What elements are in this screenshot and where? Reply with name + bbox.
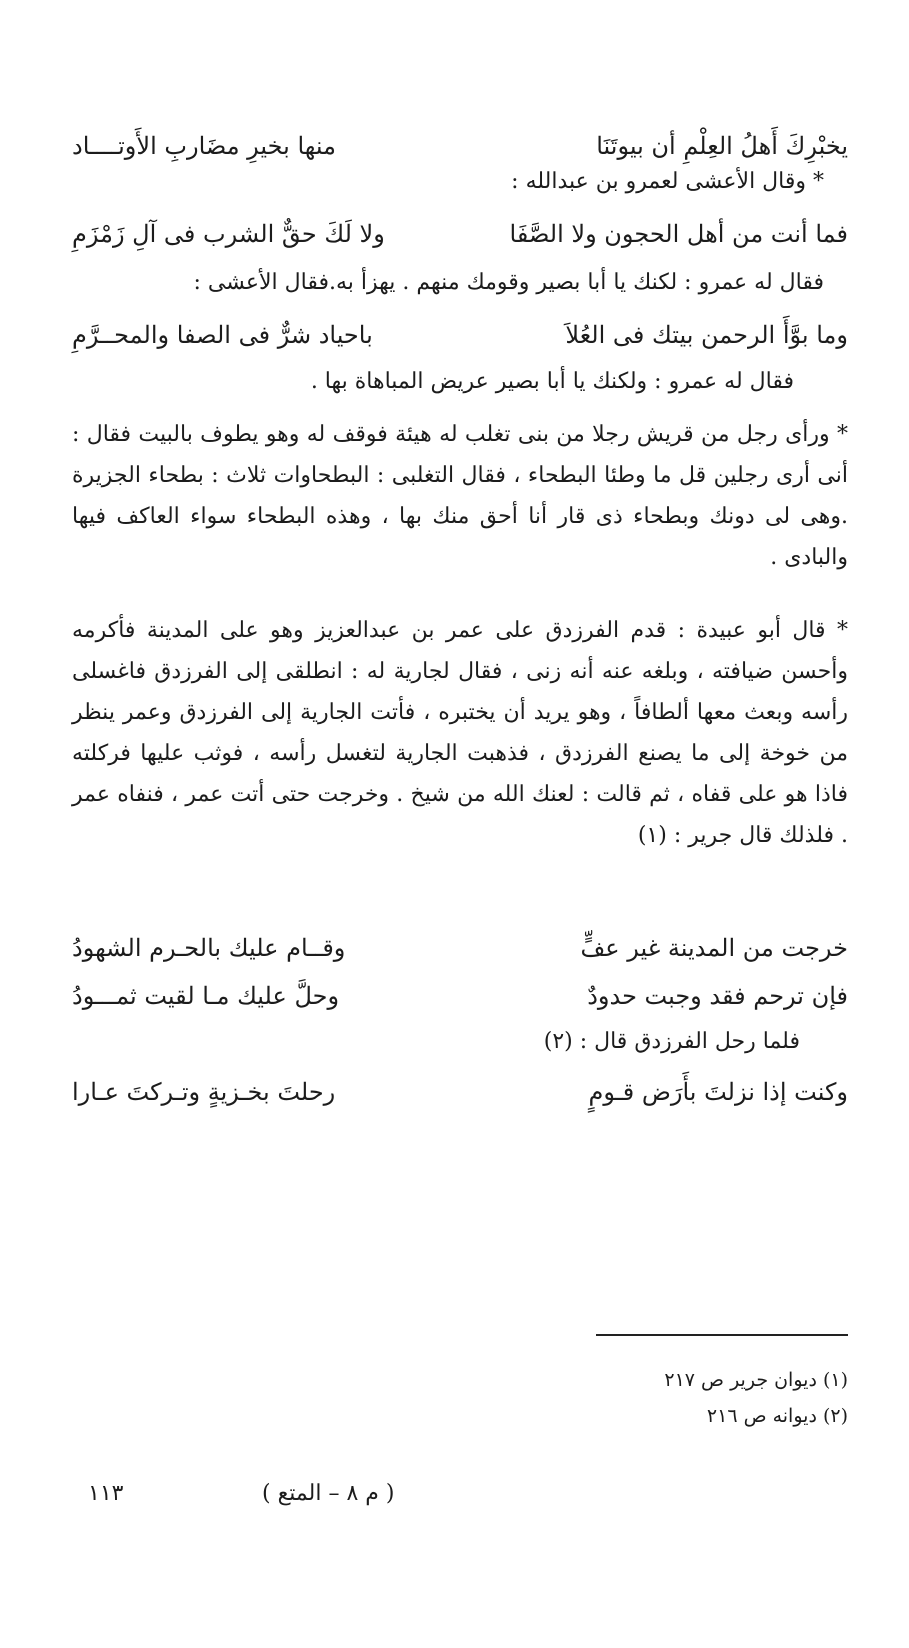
verse-1-second-hemistich: منها بخيرِ مضَاربِ الأَوتــــاد: [72, 132, 336, 160]
verse-3-first-hemistich: وما بوَّأَ الرحمن بيتك فى العُلاَ: [565, 321, 848, 349]
verse-6-second-hemistich: رحلتَ بخـزيةٍ وتـركتَ عـارا: [72, 1078, 336, 1106]
signature-mark: ( م ٨ – المتع ): [262, 1481, 395, 1506]
footnote-1: (١) ديوان جرير ص ٢١٧: [664, 1369, 848, 1391]
verse-line-5: [72, 974, 848, 1018]
footnote-divider: [596, 1334, 848, 1336]
verse-1-first-hemistich: يخبْرِكَ أَهلُ العِلْمِ أن بيوتَنَا: [596, 132, 848, 160]
verse-5-second-hemistich: وحلَّ عليك مـا لقيت ثمـــودُ: [72, 982, 340, 1010]
verse-line-2: [72, 212, 848, 256]
intro-asha: * وقال الأعشى لعمرو بن عبدالله :: [511, 169, 824, 194]
verse-line-4: [72, 926, 848, 970]
page-number: ١١٣: [88, 1481, 124, 1506]
verse-4-first-hemistich: خرجت من المدينة غير عفٍّ: [580, 934, 848, 962]
amr-reply-2: فقال له عمرو : ولكنك يا أبا بصير عريض المباهاة بها .: [310, 369, 794, 394]
verse-5-first-hemistich: فإن ترحم فقد وجبت حدودٌ: [587, 982, 848, 1010]
paragraph-farazdaq: * قال أبو عبيدة : قدم الفرزدق على عمر بن عبدالعزيز وهو على المدينة فأكرمه وأحسن ضيافته ، وبلغه عنه أنه زنى ، فقال لجارية له : انطلقى إلى الفرزدق فاغسلى رأسه وبعث معها ألطافاً ، وهو يريد أن يختبره ، فأتت الجارية إلى الفرزدق وعمر ينظر من خوخة إلى ما يصنع الفرزدق ، فذهبت الجارية لتغسل رأسه ، فوثب عليها فركلته فاذا هو على قفاه ، ثم قالت : لعنك الله من شيخ . وخرجت حتى أتت عمر ، فنفاه عمر . فلذلك قال جرير : (١): [72, 618, 848, 848]
verse-line-6: [72, 1070, 848, 1114]
verse-3-second-hemistich: باحياد شرٌّ فى الصفا والمحــرَّمِ: [72, 321, 373, 349]
farazdaq-departure: فلما رحل الفرزدق قال : (٢): [543, 1029, 800, 1054]
verse-2-second-hemistich: ولا لَكَ حقٌّ الشرب فى آلِ زَمْزَمِ: [72, 220, 385, 248]
verse-6-first-hemistich: وكنت إذا نزلتَ بأَرَض قـومٍ: [588, 1078, 848, 1106]
footnote-2: (٢) ديوانه ص ٢١٦: [706, 1405, 848, 1427]
amr-reply-1: فقال له عمرو : لكنك يا أبا بصير وقومك منهم . يهزأ به.فقال الأعشى :: [193, 270, 824, 295]
paragraph-taghlib: * ورأى رجل من قريش رجلا من بنى تغلب له هيئة فوقف له وهو يطوف بالبيت فقال : أنى أرى رجلين قل ما وطئا البطحاء ، فقال التغلبى : البطحاوات ثلاث : بطحاء الجزيرة .وهى لى دونك وبطحاء ذى قار أنا أحق منك بها ، وهذه البطحاء سواء العاكف فيها والبادى .: [72, 422, 848, 570]
verse-4-second-hemistich: وقــام عليك بالحـرم الشهودُ: [72, 934, 346, 962]
verse-2-first-hemistich: فما أنت من أهل الحجون ولا الصَّفَا: [509, 220, 848, 248]
verse-line-3: [72, 313, 848, 357]
